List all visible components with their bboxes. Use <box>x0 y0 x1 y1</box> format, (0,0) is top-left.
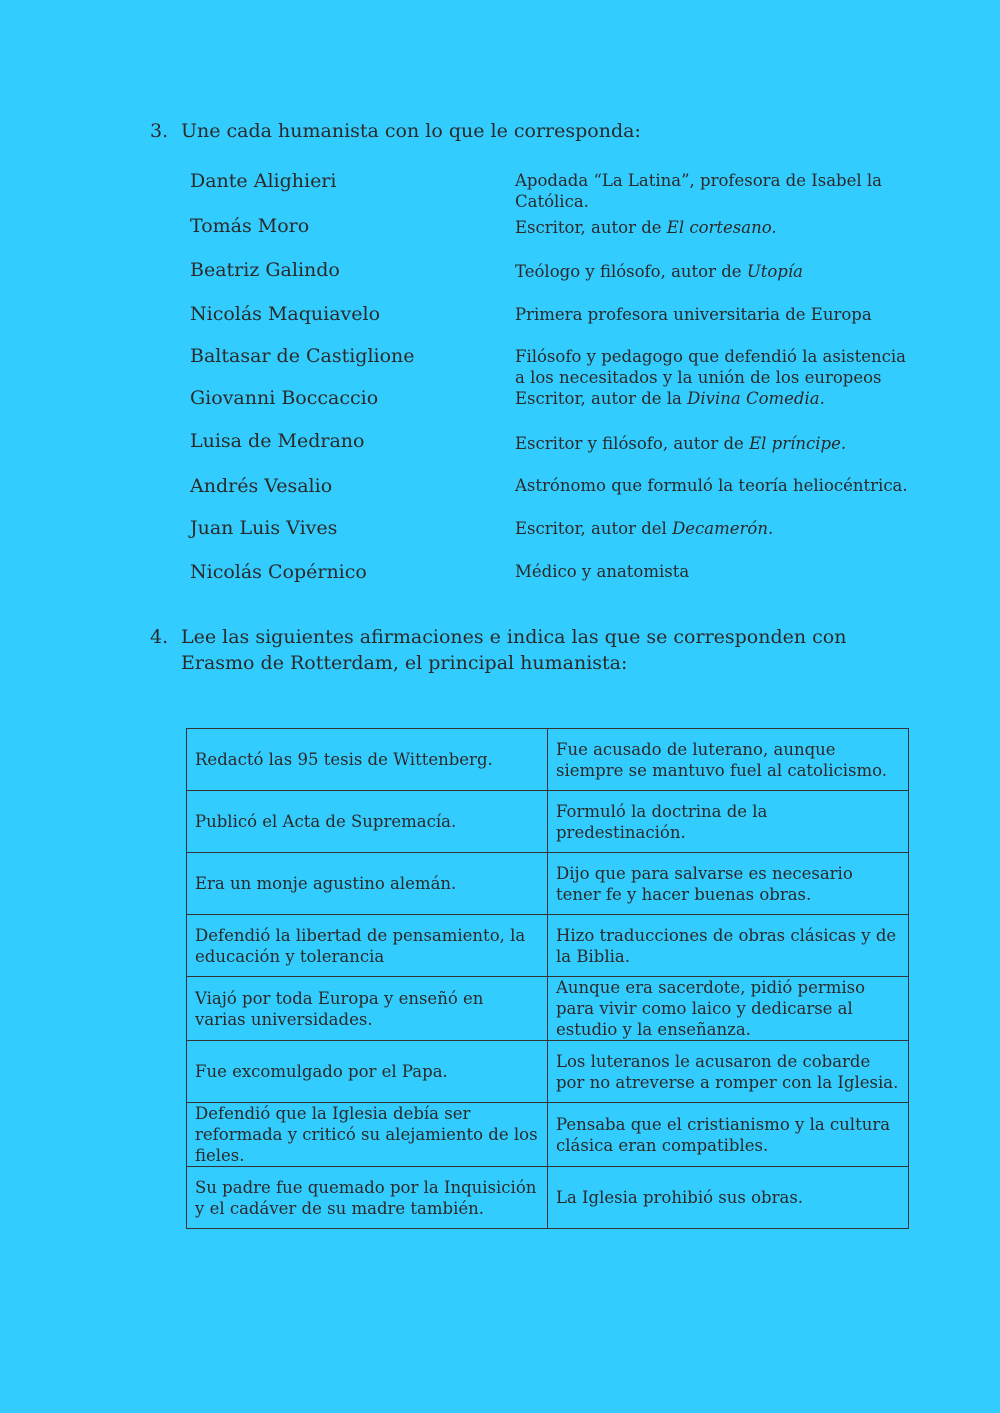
table-row <box>187 1041 909 1103</box>
affirmation-cell[interactable]: Defendió la libertad de pensamiento, la educación y tolerancia <box>187 915 548 977</box>
humanist-description[interactable]: Filósofo y pedagogo que defendió la asistencia a los necesitados y la unión de los europeos <box>515 347 906 387</box>
question-number: 4. <box>150 626 169 648</box>
affirmation-cell[interactable]: Publicó el Acta de Supremacía. <box>187 791 548 853</box>
affirmation-cell[interactable]: Fue excomulgado por el Papa. <box>187 1041 548 1103</box>
question-number: 3. <box>150 120 169 142</box>
humanist-name[interactable]: Luisa de Medrano <box>190 430 365 452</box>
question-4-heading <box>150 624 920 676</box>
humanist-name[interactable]: Andrés Vesalio <box>190 475 333 497</box>
affirmation-cell[interactable]: Fue acusado de luterano, aunque siempre se mantuvo fuel al catolicismo. <box>548 729 909 791</box>
table-row <box>187 915 909 977</box>
table-row <box>187 1167 909 1229</box>
affirmation-cell[interactable]: Viajó por toda Europa y enseñó en varias universidades. <box>187 977 548 1041</box>
table-row <box>187 1103 909 1167</box>
affirmations-table <box>186 728 909 1229</box>
humanist-description[interactable]: Escritor, autor del Decamerón. <box>515 519 774 538</box>
affirmation-cell[interactable]: Formuló la doctrina de la predestinación. <box>548 791 909 853</box>
question-text: Une cada humanista con lo que le corresponda: <box>181 120 641 142</box>
humanist-name[interactable]: Nicolás Maquiavelo <box>190 303 381 325</box>
question-text: Lee las siguientes afirmaciones e indica las que se corresponden con Erasmo de Rotterdam, el principal humanista: <box>181 626 847 674</box>
humanist-name[interactable]: Baltasar de Castiglione <box>190 345 415 367</box>
affirmation-cell[interactable]: Su padre fue quemado por la Inquisición y el cadáver de su madre también. <box>187 1167 548 1229</box>
humanist-description[interactable]: Escritor y filósofo, autor de El príncipe. <box>515 434 847 453</box>
question-3-heading <box>150 118 920 144</box>
humanist-description[interactable]: Escritor, autor de El cortesano. <box>515 218 777 237</box>
affirmation-cell[interactable]: La Iglesia prohibió sus obras. <box>548 1167 909 1229</box>
humanist-name[interactable]: Giovanni Boccaccio <box>190 387 379 409</box>
affirmation-cell[interactable]: Aunque era sacerdote, pidió permiso para vivir como laico y dedicarse al estudio y la enseñanza. <box>548 977 909 1041</box>
humanist-name[interactable]: Nicolás Copérnico <box>190 561 367 583</box>
humanist-description[interactable]: Escritor, autor de la Divina Comedia. <box>515 389 825 408</box>
affirmation-cell[interactable]: Hizo traducciones de obras clásicas y de la Biblia. <box>548 915 909 977</box>
affirmation-cell[interactable]: Defendió que la Iglesia debía ser reformada y criticó su alejamiento de los fieles. <box>187 1103 548 1167</box>
affirmation-cell[interactable]: Los luteranos le acusaron de cobarde por no atreverse a romper con la Iglesia. <box>548 1041 909 1103</box>
table-row <box>187 853 909 915</box>
humanist-name[interactable]: Dante Alighieri <box>190 170 337 192</box>
affirmation-cell[interactable]: Pensaba que el cristianismo y la cultura clásica eran compatibles. <box>548 1103 909 1167</box>
table-row <box>187 729 909 791</box>
table-row <box>187 791 909 853</box>
humanist-description[interactable]: Teólogo y filósofo, autor de Utopía <box>515 262 803 281</box>
humanist-description[interactable]: Apodada “La Latina”, profesora de Isabel la Católica. <box>515 171 883 211</box>
humanist-description[interactable]: Médico y anatomista <box>515 562 690 581</box>
humanist-description[interactable]: Primera profesora universitaria de Europa <box>515 305 872 324</box>
affirmation-cell[interactable]: Era un monje agustino alemán. <box>187 853 548 915</box>
humanist-name[interactable]: Juan Luis Vives <box>190 517 338 539</box>
affirmation-cell[interactable]: Dijo que para salvarse es necesario tener fe y hacer buenas obras. <box>548 853 909 915</box>
humanist-description[interactable]: Astrónomo que formuló la teoría heliocéntrica. <box>515 476 908 495</box>
humanist-name[interactable]: Tomás Moro <box>190 215 310 237</box>
humanist-name[interactable]: Beatriz Galindo <box>190 259 340 281</box>
affirmation-cell[interactable]: Redactó las 95 tesis de Wittenberg. <box>187 729 548 791</box>
table-row <box>187 977 909 1041</box>
